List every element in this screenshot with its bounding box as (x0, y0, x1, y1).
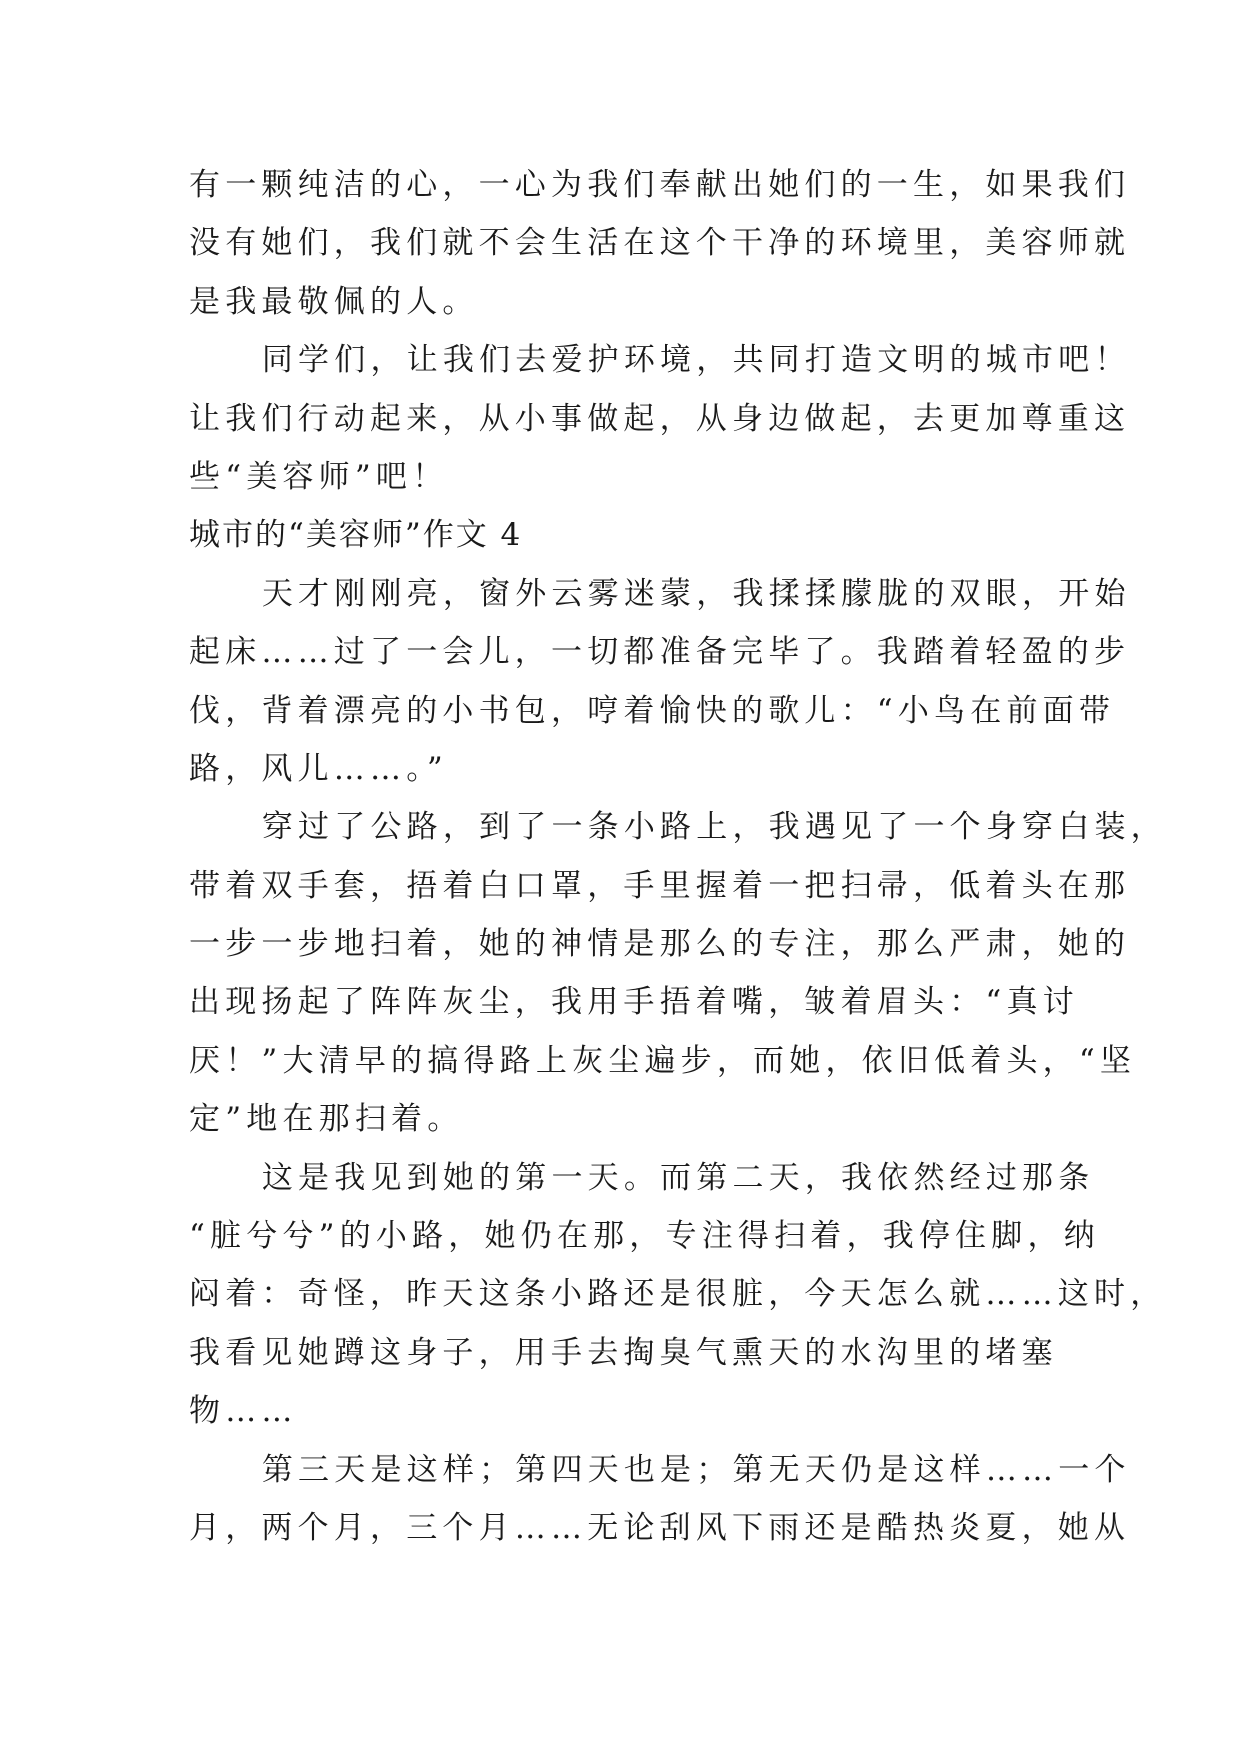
text-line: 带着双手套，捂着白口罩，手里握着一把扫帚，低着头在那 (189, 867, 1131, 904)
text-line: “脏兮兮”的小路，她仍在那，专注得扫着，我停住脚，纳 (189, 1218, 1100, 1255)
text-line: 物…… (189, 1393, 298, 1430)
text-line: 穿过了公路，到了一条小路上，我遇见了一个身穿白装， (261, 809, 1167, 846)
text-line: 让我们行动起来，从小事做起，从身边做起，去更加尊重这 (189, 400, 1131, 437)
text-line: 同学们，让我们去爱护环境，共同打造文明的城市吧！ (261, 342, 1131, 379)
article-body (189, 156, 1167, 1557)
text-line: 起床……过了一会儿，一切都准备完毕了。我踏着轻盈的步 (189, 634, 1131, 671)
text-line: 天才刚刚亮，窗外云雾迷蒙，我揉揉朦胧的双眼，开始 (261, 575, 1131, 612)
text-line: 我看见她蹲这身子，用手去掏臭气熏天的水沟里的堵塞 (189, 1334, 1058, 1371)
text-line: 月，两个月，三个月……无论刮风下雨还是酷热炎夏，她从 (189, 1509, 1131, 1546)
text-line: 一步一步地扫着，她的神情是那么的专注，那么严肃，她的 (189, 926, 1131, 963)
text-line: 是我最敬佩的人。 (189, 283, 479, 320)
text-line: 路，风儿……。” (189, 750, 448, 787)
text-line: 伐，背着漂亮的小书包，哼着愉快的歌儿：“小鸟在前面带 (189, 692, 1116, 729)
text-line: 厌！”大清早的搞得路上灰尘遍步，而她，依旧低着头，“坚 (189, 1042, 1137, 1079)
section-title: 城市的“美容师”作文 4 (189, 517, 523, 554)
text-line: 些“美容师”吧！ (189, 458, 449, 495)
text-line: 有一颗纯洁的心，一心为我们奉献出她们的一生，如果我们 (189, 167, 1131, 203)
text-line: 定”地在那扫着。 (189, 1101, 464, 1138)
text-line: 第三天是这样；第四天也是；第无天仍是这样……一个 (261, 1451, 1131, 1488)
text-line: 闷着：奇怪，昨天这条小路还是很脏，今天怎么就……这时， (189, 1276, 1167, 1313)
text-line: 这是我见到她的第一天。而第二天，我依然经过那条 (261, 1159, 1095, 1196)
text-line: 没有她们，我们就不会生活在这个干净的环境里，美容师就 (189, 225, 1131, 262)
text-line: 出现扬起了阵阵灰尘，我用手捂着嘴，皱着眉头：“真讨 (189, 984, 1079, 1021)
